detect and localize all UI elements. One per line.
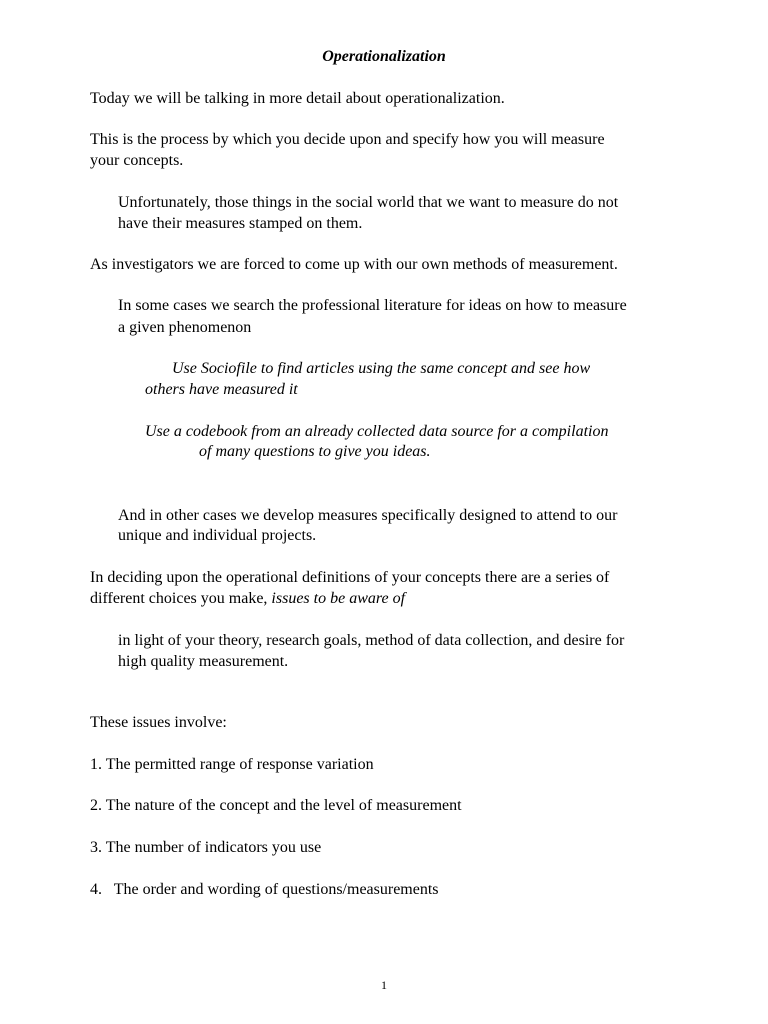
list-item-issue-4: 4. The order and wording of questions/measurements (90, 881, 439, 898)
paragraph-sociofile-line1: Use Sociofile to find articles using the same concept and see how (172, 360, 591, 377)
paragraph-sociofile-line2: others have measured it (145, 381, 298, 398)
paragraph-literature-line2: a given phenomenon (118, 319, 252, 336)
paragraph-definition-line1: This is the process by which you decide upon and specify how you will measure (90, 131, 605, 148)
paragraph-light-line2: high quality measurement. (118, 653, 289, 670)
paragraph-codebook-line2: of many questions to give you ideas. (199, 443, 431, 460)
paragraph-develop-line1: And in other cases we develop measures specifically designed to attend to our (118, 507, 618, 524)
paragraph-unfortunately-line1: Unfortunately, those things in the social world that we want to measure do not (118, 194, 619, 211)
paragraph-literature-line1: In some cases we search the professional literature for ideas on how to measure (118, 297, 627, 314)
paragraph-deciding-line2 (90, 589, 405, 609)
deciding-plain-text: different choices you make, (90, 590, 272, 607)
list-item-issue-1: 1. The permitted range of response variation (90, 756, 374, 773)
paragraph-intro: Today we will be talking in more detail about operationalization. (90, 90, 505, 107)
page-title: Operationalization (322, 48, 446, 65)
page-number: 1 (381, 978, 387, 992)
deciding-italic-text: issues to be aware of (271, 590, 406, 607)
paragraph-deciding-line1: In deciding upon the operational definitions of your concepts there are a series of (90, 569, 610, 586)
paragraph-issues-heading: These issues involve: (90, 714, 227, 731)
paragraph-unfortunately-line2: have their measures stamped on them. (118, 215, 363, 232)
paragraph-develop-line2: unique and individual projects. (118, 527, 317, 544)
list-item-issue-3: 3. The number of indicators you use (90, 839, 322, 856)
paragraph-investigators: As investigators we are forced to come up with our own methods of measurement. (90, 256, 618, 273)
paragraph-light-line1: in light of your theory, research goals, method of data collection, and desire for (118, 632, 625, 649)
paragraph-codebook-line1: Use a codebook from an already collected data source for a compilation (145, 423, 609, 440)
list-item-issue-2: 2. The nature of the concept and the level of measurement (90, 797, 462, 814)
paragraph-definition-line2: your concepts. (90, 152, 184, 169)
